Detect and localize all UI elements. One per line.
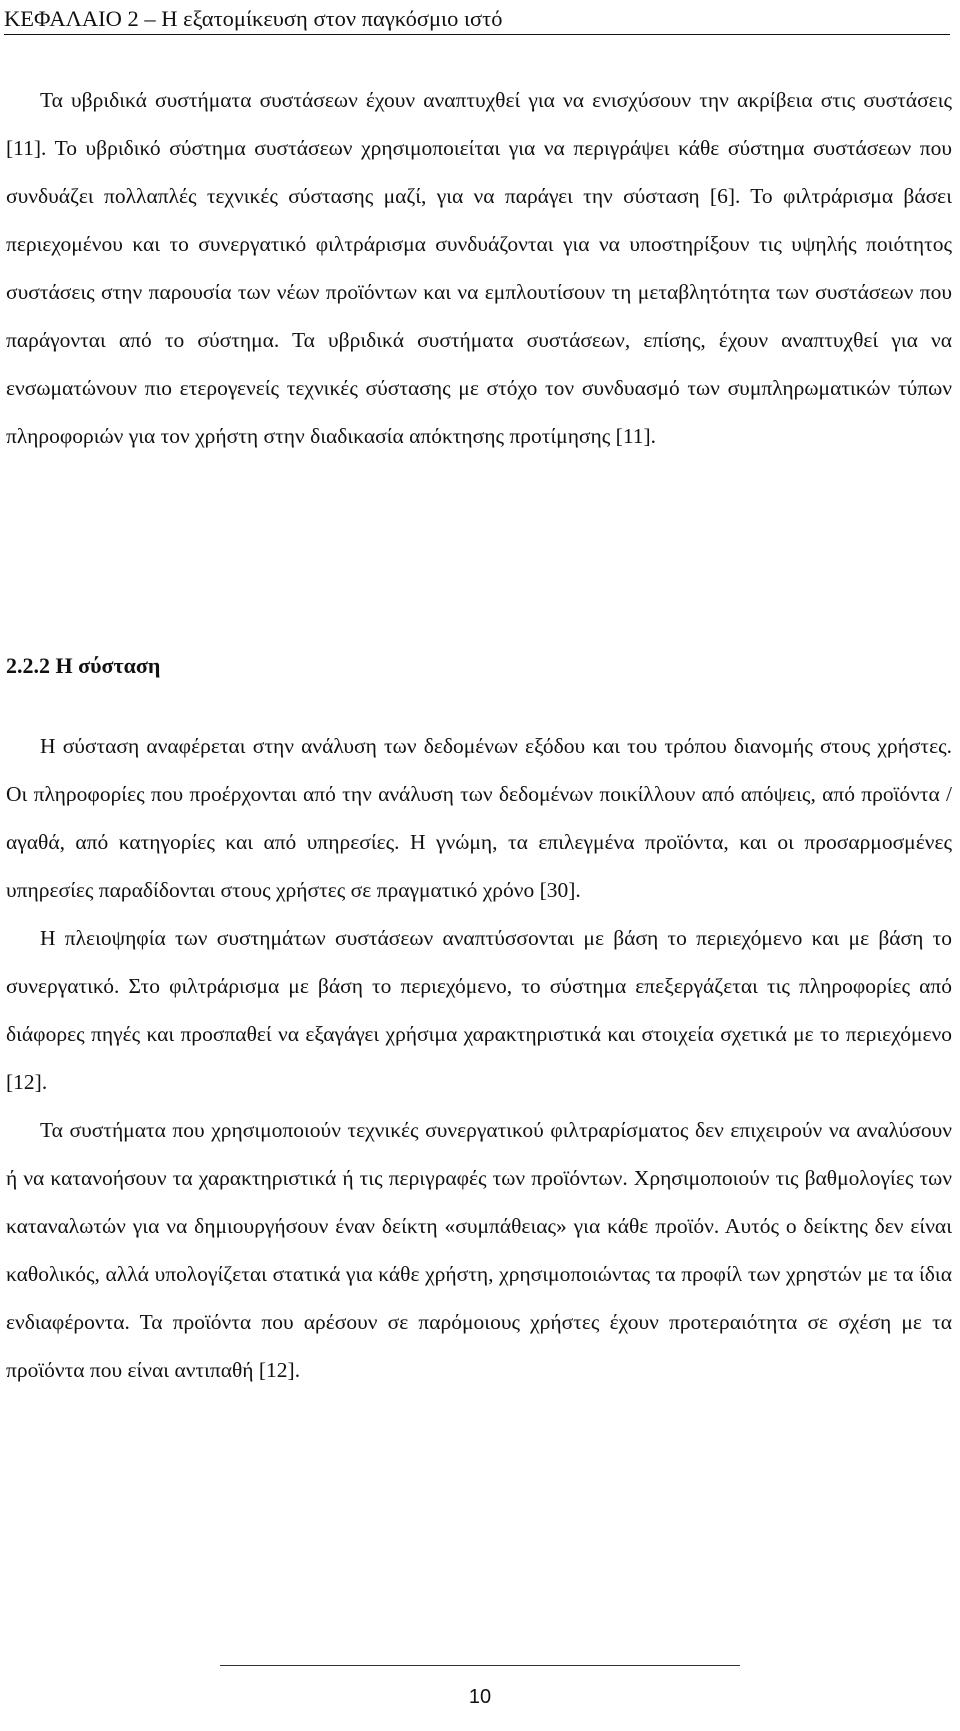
body-paragraph: Τα υβριδικά συστήματα συστάσεων έχουν αναπτυχθεί για να ενισχύσουν την ακρίβεια στις συστάσεις [11]. Το υβριδικό σύστημα συστάσεων χρησιμοποιείται για να περιγράψει κάθε σύστημα συστάσεων που συνδυάζει πολλαπλές τεχνικές σύστασης μαζί, για να παράγει την σύσταση [6]. Το φιλτράρισμα βάσει περιεχομένου και το συνεργατικό φιλτράρισμα συνδυάζονται για να υποστηρίξουν τις υψηλής ποιότητος συστάσεις στην παρουσία των νέων προϊόντων και να εμπλουτίσουν τη μεταβλητότητα των συστάσεων που παράγονται από το σύστημα. Τα υβριδικά συστήματα συστάσεων, επίσης, έχουν αναπτυχθεί για να ενσωματώνουν πιο ετερογενείς τεχνικές σύστασης με στόχο τον συνδυασμό των συμπληρωματικών τύπων πληροφοριών για τον χρήστη στην διαδικασία απόκτησης προτίμησης [11]. [6, 88, 952, 448]
body-paragraph: Τα συστήματα που χρησιμοποιούν τεχνικές συνεργατικού φιλτραρίσματος δεν επιχειρούν να αναλύσουν ή να κατανοήσουν τα χαρακτηριστικά ή τις περιγραφές των προϊόντων. Χρησιμοποιούν τις βαθμολογίες των καταναλωτών για να δημιουργήσουν έναν δείκτη «συμπάθειας» για κάθε προϊόν. Αυτός ο δείκτης δεν είναι καθολικός, αλλά υπολογίζεται στατικά για κάθε χρήστη, χρησιμοποιώντας τα προφίλ των χρηστών με τα ίδια ενδιαφέροντα. Τα προϊόντα που αρέσουν σε παρόμοιους χρήστες έχουν προτεραιότητα σε σχέση με τα προϊόντα που είναι αντιπαθή [12]. [6, 1118, 952, 1382]
section-heading: 2.2.2 Η σύσταση [6, 653, 161, 678]
running-header: ΚΕΦΑΛΑΙΟ 2 – Η εξατομίκευση στον παγκόσμιο ιστό [4, 4, 950, 35]
body-paragraph: Η πλειοψηφία των συστημάτων συστάσεων αναπτύσσονται με βάση το περιεχόμενο και με βάση το συνεργατικό. Στο φιλτράρισμα με βάση το περιεχόμενο, το σύστημα επεξεργάζεται τις πληροφορίες από διάφορες πηγές και προσπαθεί να εξαγάγει χρήσιμα χαρακτηριστικά και στοιχεία σχετικά με το περιεχόμενο [12]. [6, 926, 952, 1094]
section-body [6, 722, 952, 1394]
footer-divider [220, 1665, 740, 1666]
page-number: 10 [468, 1686, 492, 1708]
body-paragraph: Η σύσταση αναφέρεται στην ανάλυση των δεδομένων εξόδου και του τρόπου διανομής στους χρήστες. Οι πληροφορίες που προέρχονται από την ανάλυση των δεδομένων ποικίλλουν από απόψεις, από προϊόντα / αγαθά, από κατηγορίες και από υπηρεσίες. Η γνώμη, τα επιλεγμένα προϊόντα, και οι προσαρμοσμένες υπηρεσίες παραδίδονται στους χρήστες σε πραγματικό χρόνο [30]. [6, 734, 952, 902]
intro-body [6, 76, 952, 460]
